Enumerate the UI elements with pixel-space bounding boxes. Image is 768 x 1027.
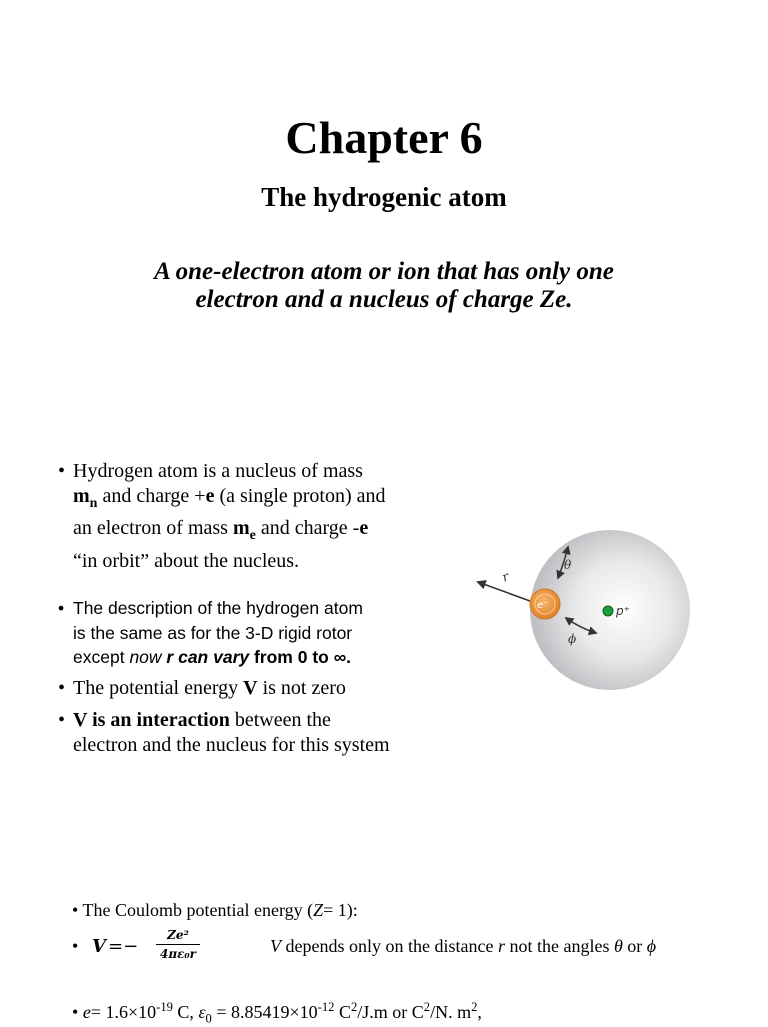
theta-symbol: θ <box>613 936 623 956</box>
text: depends only on the distance <box>281 936 498 956</box>
proton-label: p⁺ <box>616 604 630 618</box>
text: and charge - <box>255 517 360 539</box>
constants-line <box>72 1000 482 1027</box>
exponent: 2 <box>350 1000 358 1014</box>
fraction-denominator: 4πε₀r <box>160 947 197 961</box>
text: C, <box>172 1002 199 1022</box>
bullet-potential-energy <box>58 676 458 701</box>
text: not the angles <box>504 936 614 956</box>
emphasis: now <box>129 647 167 667</box>
exponent: -12 <box>317 1000 335 1014</box>
text: C <box>334 1002 351 1022</box>
text: electron and the nucleus for this system <box>73 733 390 756</box>
coulomb-fraction <box>156 926 200 963</box>
bullet-list-potential <box>58 676 458 701</box>
r-symbol: r <box>497 936 505 956</box>
bullet-dot-icon: • <box>72 900 83 920</box>
phi-label: ϕ <box>568 632 577 646</box>
theta-label: θ <box>564 558 572 572</box>
bullet-list-interaction <box>58 708 458 757</box>
bullet-dot-icon: • <box>58 709 66 731</box>
definition-line-2: electron and a nucleus of charge Ze. <box>195 286 573 313</box>
bullet-interaction <box>58 708 458 757</box>
mass-symbol: m <box>232 517 250 539</box>
text: The description of the hydrogen atom <box>73 598 363 618</box>
text: between the <box>229 709 331 731</box>
text: = 1): <box>323 900 358 920</box>
mass-sub: n <box>89 495 98 511</box>
text: (a single proton) and <box>214 484 386 507</box>
mass-symbol: m <box>73 484 90 507</box>
text: an electron of mass <box>73 517 233 539</box>
text: or <box>622 936 647 956</box>
mass-sub: e <box>249 528 256 543</box>
text: The Coulomb potential energy ( <box>82 900 314 920</box>
v-symbol: V <box>270 936 281 956</box>
bullet-hydrogen-atom <box>58 459 458 573</box>
potential-formula-line <box>72 924 752 972</box>
chapter-subtitle: The hydrogenic atom <box>261 182 507 212</box>
text: “in orbit” about the nucleus. <box>73 549 300 572</box>
bullet-dot-icon: • <box>58 677 66 699</box>
text: The potential energy <box>73 677 244 699</box>
bullet-list-hydrogen <box>58 459 458 573</box>
chapter-title: Chapter 6 <box>285 112 483 163</box>
bullet-rigid-rotor <box>58 596 458 670</box>
text: is the same as for the 3-D rigid rotor <box>73 622 353 643</box>
text: /N. m <box>430 1002 472 1022</box>
v-symbol: V <box>243 677 258 699</box>
z-symbol: Z <box>313 900 324 920</box>
text: , <box>477 1002 482 1022</box>
hydrogen-atom-diagram <box>468 515 718 725</box>
bullet-list-rigid-rotor <box>58 596 458 670</box>
text: = 8.85419×10 <box>211 1002 318 1022</box>
bullet-dot-icon: • <box>58 460 66 482</box>
fraction-numerator: Ze² <box>156 926 200 945</box>
bullet-dot-icon: • <box>58 598 65 618</box>
text: except <box>73 647 130 667</box>
text: /J.m or C <box>357 1002 424 1022</box>
text: Hydrogen atom is a nucleus of mass <box>73 460 363 482</box>
e-symbol: e <box>82 1002 91 1022</box>
phi-symbol: ϕ <box>646 936 657 956</box>
electron-label: e⁻ <box>537 600 549 611</box>
charge-symbol: e <box>205 484 215 507</box>
definition <box>0 258 768 314</box>
exponent: 2 <box>471 1000 478 1014</box>
bullet-dot-icon: • <box>72 936 79 956</box>
definition-line-1: A one-electron atom or ion that has only one <box>154 258 614 285</box>
emphasis: from 0 to ∞. <box>249 647 352 667</box>
bullet-dot-icon: • <box>72 1002 83 1022</box>
text: = 1.6×10 <box>90 1002 157 1022</box>
charge-symbol: e <box>359 517 369 539</box>
radius-label: r <box>500 569 512 586</box>
epsilon-symbol: ε <box>198 1002 206 1022</box>
exponent: -19 <box>156 1000 173 1014</box>
v-symbol: V <box>92 936 106 957</box>
subscript: 0 <box>205 1011 212 1026</box>
emphasis: can vary <box>173 647 250 667</box>
proton-icon <box>603 606 613 616</box>
formula-note <box>270 936 656 957</box>
exponent: 2 <box>423 1000 431 1014</box>
emphasis: r <box>166 647 174 667</box>
text: and charge + <box>97 484 206 507</box>
emphasis: V is an interaction <box>73 709 230 731</box>
text: is not zero <box>257 677 346 699</box>
equals-minus: =− <box>108 936 139 957</box>
coulomb-line <box>72 897 358 923</box>
